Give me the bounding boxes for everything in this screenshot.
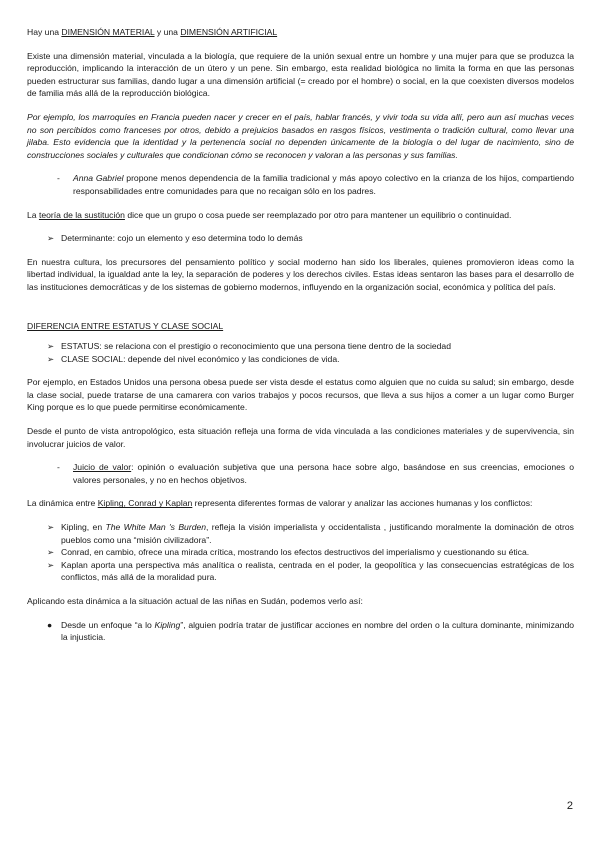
paragraph-antropologico: Desde el punto de vista antropológico, esta situación refleja una forma de vida vinculada a las condiciones materiales y de supervivencia, sin involucrar juicios de valor.: [27, 426, 574, 449]
list-item-juicio: [27, 461, 574, 486]
paragraph-dinamica: [27, 497, 574, 510]
kipling-conrad-kaplan-term: Kipling, Conrad y Kaplan: [97, 498, 193, 509]
paragraph-example: Por ejemplo, los marroquíes en Francia pueden nacer y crecer en el país, hablar francés, y vivir toda su vida allí, pero aun así muchas veces no son percibidos como franceses por otros, debido a prejuicios basados en rasgos físicos, vestimenta o tradición cultural, como llevar una jilaba. Esto evidencia que la identidad y la pertenencia social no dependen únicamente de la biología o del lugar de nacimiento, sino de construcciones sociales y culturales que condicionan cómo se reconocen y valoran a las personas y sus familias.: [27, 111, 574, 160]
page-content: [27, 26, 574, 644]
sustitucion-text: dice que un grupo o cosa puede ser reemplazado por otro para mantener un equilibrio o continuidad.: [124, 209, 512, 220]
list-item-clase-social: [27, 353, 574, 366]
heading-prefix: Hay una: [27, 27, 62, 37]
paragraph-liberales: En nuestra cultura, los precursores del pensamiento político y social moderno han sido los liberales, quienes promovieron ideas como la libertad individual, la igualdad ante la ley, la separación de poderes y los derechos civiles. Estas ideas sentaron las bases para el desarrollo de las instituciones democráticas y de los sistemas de gobierno modernos, influyendo en la organización social, económica y política del país.: [27, 256, 574, 292]
dash-bullet: -: [57, 462, 60, 473]
book-title: The White Man 's Burden: [105, 522, 207, 533]
list-item-determinante: [27, 232, 574, 245]
determinante-text: Determinante: cojo un elemento y eso determina todo lo demás: [61, 233, 303, 244]
kaplan-text: Kaplan aporta una perspectiva más analítica o realista, centrada en el poder, la geopolítica y las consecuencias estratégicas de los conflictos, más allá de la moralidad pura.: [61, 559, 574, 583]
paragraph-eeuu: Por ejemplo, en Estados Unidos una persona obesa puede ser vista desde el estatus como alguien que no cuida su salud; sin embargo, desde la clase social, puede tratarse de una camarera con varios trabajos y pocos recursos, que lleva a sus hijos a comer a un lugar como Burger King porque es lo que puede permitirse económicamente.: [27, 377, 574, 413]
estatus-text: ESTATUS: se relaciona con el prestigio o reconocimiento que una persona tiene dentro de la sociedad: [61, 341, 451, 352]
enfoque-prefix: Desde un enfoque “a lo: [61, 619, 155, 630]
juicio-text: : opinión o evaluación subjetiva que una persona hace sobre algo, basándose en sus creencias, emociones o valores personales, y no en hechos objetivos.: [73, 462, 574, 485]
clase-social-text: CLASE SOCIAL: depende del nivel económico y las condiciones de vida.: [61, 353, 340, 364]
list-item-conrad: [27, 546, 574, 559]
list-item-estatus: [27, 340, 574, 353]
heading-middle: y una: [154, 27, 181, 37]
juicio-valor-term: Juicio de valor: [73, 462, 132, 473]
dash-bullet: -: [57, 173, 60, 184]
dimension-material-term: DIMENSIÓN MATERIAL: [61, 27, 155, 37]
arrow-bullet: ➢: [47, 353, 55, 364]
paragraph-sudan: Aplicando esta dinámica a la situación actual de las niñas en Sudán, podemos verlo así:: [27, 596, 363, 606]
list-item-gabriel: [27, 172, 574, 197]
dinamica-text: representa diferentes formas de valorar y analizar las acciones humanas y los conflictos:: [192, 498, 533, 509]
kipling-text: , refleja la visión imperialista y occidentalista , justificando moralmente la dominación de otros pueblos como una “misión civilizadora”.: [61, 522, 574, 545]
list-item-enfoque: [27, 619, 574, 644]
sustitucion-prefix: La: [27, 209, 39, 220]
gabriel-text: propone menos dependencia de la familia tradicional y más apoyo colectivo en la crianza de los hijos, compartiendo responsabilidades entre comunidades para que no recaigan sólo en los padres.: [73, 173, 574, 196]
anna-gabriel-name: Anna Gabriel: [73, 173, 124, 184]
arrow-bullet: ➢: [47, 522, 55, 533]
kipling-name: Kipling: [154, 619, 181, 630]
dinamica-prefix: La dinámica entre: [27, 498, 98, 509]
kipling-prefix: Kipling, en: [61, 522, 106, 533]
section-title: DIFERENCIA ENTRE ESTATUS Y CLASE SOCIAL: [27, 320, 224, 331]
paragraph-sustitucion: [27, 209, 574, 222]
dimension-artificial-term: DIMENSIÓN ARTIFICIAL: [180, 27, 278, 37]
arrow-bullet: ➢: [47, 341, 55, 352]
list-item-kipling: [27, 521, 574, 546]
arrow-bullet: ➢: [47, 547, 55, 558]
dot-bullet: ●: [47, 619, 53, 630]
paragraph-material: Existe una dimensión material, vinculada a la biología, que requiere de la unión sexual entre un hombre y una mujer para que se produzca la reproducción, implicando la interacción de un útero y un pene. Sin embargo, esta realidad biológica no limita la forma en que las personas pueden estructurar sus familias, dando lugar a una dimensión artificial (= creado por el hombre) o social, en la que coexisten diversos modelos de familia más allá de la reproducción biológica.: [27, 50, 574, 99]
conrad-text: Conrad, en cambio, ofrece una mirada crítica, mostrando los efectos destructivos del imperialismo y cuestionando su ética.: [61, 547, 530, 558]
arrow-bullet: ➢: [47, 559, 55, 570]
arrow-bullet: ➢: [47, 233, 55, 244]
teoria-sustitucion-term: teoría de la sustitución: [38, 209, 125, 220]
heading-line: [27, 26, 574, 39]
list-item-kaplan: [27, 559, 574, 584]
enfoque-text: ”, alguien podría tratar de justificar acciones en nombre del orden o la cultura dominante, minimizando la injusticia.: [61, 619, 575, 643]
page-number: 2: [566, 800, 573, 812]
